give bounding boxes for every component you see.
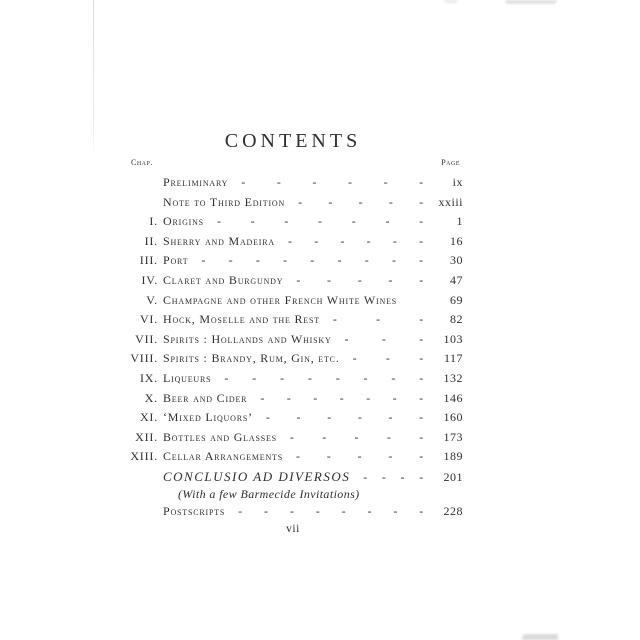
leader-dash: -: [391, 253, 397, 268]
leader-dash: -: [419, 233, 424, 248]
leader-dash: -: [344, 331, 350, 346]
page-number: 47: [450, 272, 463, 287]
toc-row: [123, 310, 463, 330]
chapter-title: Port: [163, 253, 189, 268]
leader-dash: -: [419, 429, 424, 444]
leader-dash: -: [419, 194, 424, 209]
toc-row: [123, 291, 463, 311]
dash-leader: [253, 408, 433, 428]
dash-leader: [332, 330, 433, 350]
leader-dash: -: [363, 370, 369, 385]
dash-leader: [211, 369, 433, 389]
leader-dash: -: [419, 272, 424, 287]
leader-dash: -: [419, 331, 424, 346]
dash-leader: [283, 447, 433, 467]
leader-dash: -: [339, 390, 345, 405]
scan-smudge-top-small: [444, 0, 458, 3]
leader-dash: -: [357, 449, 363, 464]
leader-dash: -: [351, 214, 357, 229]
chapter-number: IX.: [139, 370, 158, 385]
dash-leader: [277, 428, 433, 448]
leader-dash: -: [388, 449, 394, 464]
leader-dash: -: [367, 503, 373, 518]
chapter-number: III.: [139, 253, 158, 268]
leader-dash: -: [238, 503, 243, 518]
leader-dash: -: [228, 253, 234, 268]
leader-dash: -: [318, 214, 323, 229]
leader-dash: -: [419, 312, 424, 327]
leader-dash: -: [241, 175, 247, 189]
leader-dash: -: [419, 253, 424, 268]
page-number: 228: [443, 503, 463, 518]
chapter-title: Sherry and Madeira: [163, 233, 275, 248]
page-column-label: Page: [441, 158, 460, 167]
chapter-title: Spirits : Brandy, Rum, Gin, etc.: [163, 351, 340, 366]
leader-dash: -: [419, 175, 424, 189]
toc-row: [123, 408, 463, 428]
toc-row: [123, 389, 463, 409]
toc-row: [123, 467, 463, 487]
leader-dash: -: [265, 410, 271, 425]
chapter-number: VII.: [135, 331, 158, 346]
scan-smudge-bottom-right: [522, 634, 558, 640]
column-headers: [123, 158, 463, 169]
page-number: 132: [443, 370, 463, 385]
dash-leader: [320, 310, 433, 330]
page-edge-line: [93, 0, 94, 163]
leader-dash: -: [391, 370, 397, 385]
toc-row: [123, 251, 463, 271]
leader-dash: -: [366, 390, 371, 405]
dash-leader: [225, 502, 433, 522]
leader-dash: -: [315, 503, 321, 518]
leader-dash: -: [276, 175, 282, 189]
leader-dash: -: [307, 370, 313, 385]
leader-dash: -: [296, 272, 302, 287]
leader-dash: -: [313, 390, 319, 405]
toc-row: [123, 330, 463, 350]
leader-dash: -: [224, 370, 230, 385]
leader-dash: -: [419, 469, 424, 484]
toc-rows: [123, 173, 463, 521]
leader-dash: -: [296, 449, 301, 464]
leader-dash: -: [287, 233, 293, 248]
page-number: ix: [452, 175, 463, 189]
leader-dash: -: [252, 370, 258, 385]
chapter-title: Beer and Cider: [163, 390, 248, 405]
chapter-number: XI.: [139, 410, 158, 425]
chapter-title: Claret and Burgundy: [163, 272, 284, 287]
leader-dash: -: [419, 214, 424, 229]
leader-dash: -: [286, 390, 292, 405]
leader-dash: -: [386, 429, 392, 444]
leader-dash: -: [357, 272, 363, 287]
leader-dash: -: [283, 253, 288, 268]
leader-dash: -: [419, 449, 424, 464]
leader-dash: -: [322, 429, 327, 444]
leader-dash: -: [335, 370, 341, 385]
toc-row: [123, 271, 463, 291]
leader-dash: -: [419, 410, 424, 425]
folio-page-number: vii: [286, 523, 300, 536]
leader-dash: -: [392, 233, 398, 248]
leader-dash: -: [289, 429, 295, 444]
toc-row: [123, 349, 463, 369]
dash-leader: [283, 271, 433, 291]
chapter-title: Origins: [163, 214, 204, 229]
toc-row: [123, 502, 463, 522]
chapter-column-label: Chap.: [131, 158, 153, 167]
dash-leader: [204, 212, 433, 232]
dash-leader: [228, 173, 433, 193]
page-number: 160: [443, 410, 463, 425]
leader-dash: -: [327, 410, 332, 425]
leader-dash: -: [385, 214, 391, 229]
leader-dash: -: [393, 503, 399, 518]
dash-leader: [188, 251, 433, 271]
leader-dash: -: [357, 410, 363, 425]
leader-dash: -: [385, 351, 391, 366]
page-number: 117: [443, 351, 463, 366]
leader-dash: -: [419, 351, 424, 366]
leader-dash: -: [388, 272, 394, 287]
leader-dash: -: [381, 469, 387, 484]
chapter-subtitle: (With a few Barmecide Invitations): [178, 486, 360, 501]
leader-dash: -: [419, 503, 424, 518]
leader-dash: -: [363, 469, 369, 484]
leader-dash: -: [327, 272, 332, 287]
page-number: 30: [450, 253, 463, 268]
leader-dash: -: [358, 194, 364, 209]
toc-row: [123, 173, 463, 193]
leader-dash: -: [388, 410, 394, 425]
leader-dash: -: [216, 214, 222, 229]
chapter-title: Postscripts: [163, 503, 226, 518]
leader-dash: -: [255, 253, 261, 268]
toc-row: [123, 428, 463, 448]
chapter-number: I.: [149, 214, 158, 229]
page-number: 103: [443, 331, 463, 346]
leader-dash: -: [201, 253, 207, 268]
toc-row: [123, 193, 463, 213]
chapter-title: Champagne and other French White Wines: [163, 292, 397, 307]
leader-dash: -: [381, 331, 387, 346]
leader-dash: -: [250, 214, 256, 229]
chapter-number: VIII.: [130, 351, 158, 366]
leader-dash: -: [366, 233, 372, 248]
leader-dash: -: [352, 351, 358, 366]
leader-dash: -: [314, 233, 319, 248]
chapter-title: ‘Mixed Liquors’: [163, 410, 253, 425]
leader-dash: -: [326, 449, 332, 464]
chapter-title: Bottles and Glasses: [163, 429, 277, 444]
chapter-number: IV.: [141, 272, 158, 287]
leader-dash: -: [383, 175, 389, 189]
toc-row: [123, 369, 463, 389]
leader-dash: -: [376, 312, 381, 327]
chapter-number: XIII.: [130, 449, 158, 464]
chapter-title: Note to Third Edition: [163, 194, 286, 209]
chapter-title: Spirits : Hollands and Whisky: [163, 331, 332, 346]
leader-dash: -: [354, 429, 360, 444]
page-number: 82: [450, 312, 463, 327]
leader-dash: -: [364, 253, 370, 268]
chapter-number: V.: [146, 292, 158, 307]
leader-dash: -: [341, 503, 347, 518]
page-number: xxiii: [438, 194, 463, 209]
dash-leader: [285, 193, 433, 213]
leader-dash: -: [419, 390, 424, 405]
dash-leader: [275, 232, 433, 252]
page-number: 16: [450, 233, 463, 248]
leader-dash: -: [419, 370, 424, 385]
page-number: 189: [443, 449, 463, 464]
chapter-title: CONCLUSIO AD DIVERSOS: [163, 468, 351, 484]
chapter-number: II.: [144, 233, 158, 248]
scan-smudge-top: [505, 0, 557, 4]
leader-dash: -: [298, 194, 303, 209]
chapter-title: Cellar Arrangements: [163, 449, 283, 464]
leader-dash: -: [312, 175, 318, 189]
leader-dash: -: [289, 503, 295, 518]
leader-dash: -: [310, 253, 316, 268]
dash-leader: [340, 349, 433, 369]
leader-dash: -: [340, 233, 346, 248]
toc-row: [123, 212, 463, 232]
leader-dash: -: [296, 410, 302, 425]
page-number: 146: [443, 390, 463, 405]
page-number: 201: [443, 469, 463, 484]
dash-leader: [350, 468, 433, 488]
leader-dash: -: [260, 390, 266, 405]
leader-dash: -: [337, 253, 343, 268]
leader-dash: -: [280, 370, 285, 385]
page-number: 173: [443, 429, 463, 444]
leader-dash: -: [348, 175, 353, 189]
leader-dash: -: [332, 312, 338, 327]
page-title: CONTENTS: [224, 130, 362, 152]
page-number: 69: [450, 292, 463, 307]
leader-dash: -: [328, 194, 334, 209]
dash-leader: [247, 389, 433, 409]
page-number: 1: [456, 214, 463, 229]
chapter-number: VI.: [139, 312, 158, 327]
leader-dash: -: [284, 214, 290, 229]
toc-row: [123, 232, 463, 252]
contents-block: [123, 130, 463, 535]
chapter-number: X.: [144, 390, 158, 405]
chapter-number: XII.: [135, 429, 158, 444]
chapter-title: Liqueurs: [163, 370, 212, 385]
toc-row: [123, 447, 463, 467]
leader-dash: -: [392, 390, 398, 405]
chapter-title: Hock, Moselle and the Rest: [163, 312, 320, 327]
leader-dash: -: [388, 194, 394, 209]
leader-dash: -: [400, 469, 406, 484]
chapter-title: Preliminary: [163, 175, 229, 189]
leader-dash: -: [264, 503, 269, 518]
